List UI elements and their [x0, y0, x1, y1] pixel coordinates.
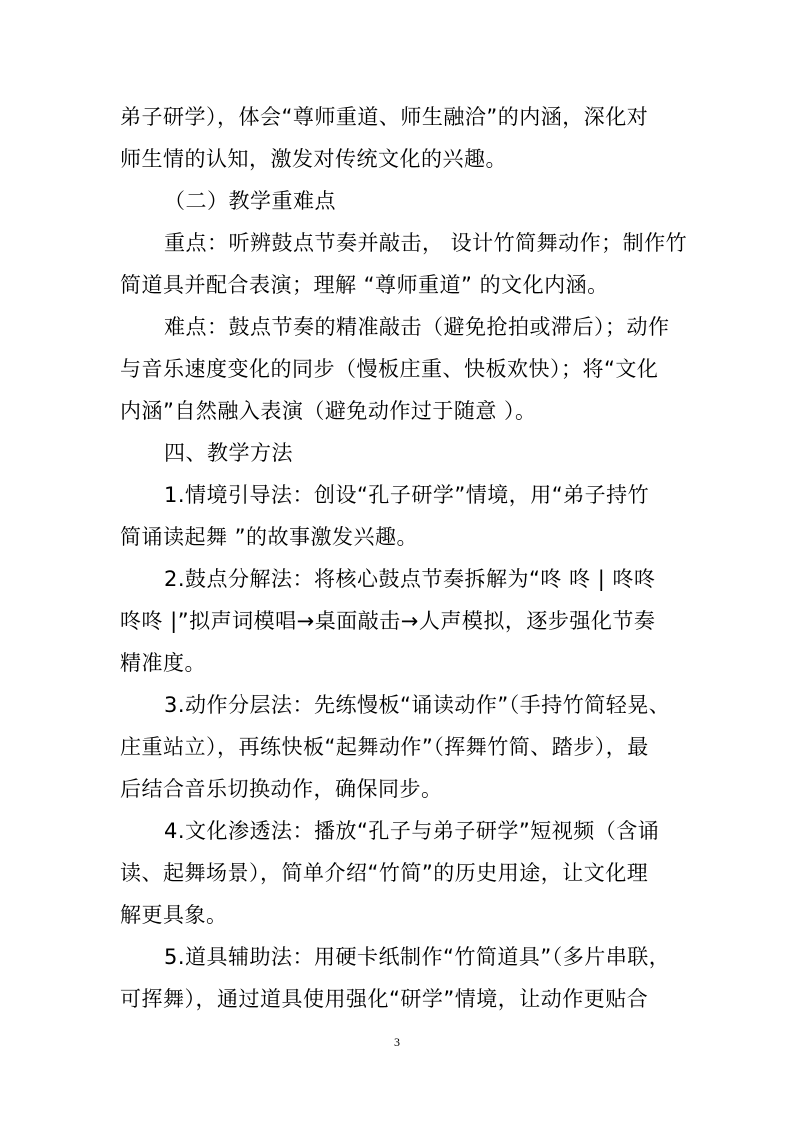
page-number: 3	[394, 1035, 400, 1049]
method-2-line-2: 咚咚 |”拟声词模唱→桌面敲击→人声模拟，逐步强化节奏	[120, 609, 656, 633]
method-5-line-2: 可挥舞），通过道具使用强化“研学”情境，让动作更贴合	[120, 987, 649, 1011]
method-1-line-2: 简诵读起舞 ”的故事激发兴趣。	[120, 525, 419, 549]
method-3-line-2: 庄重站立），再练快板“起舞动作”（挥舞竹简、踏步），最	[120, 735, 649, 759]
method-2-line-3: 精准度。	[120, 651, 206, 675]
section-heading-key-difficult-points: （二）教学重难点	[164, 189, 336, 213]
method-3-line-1: 3.动作分层法：先练慢板“诵读动作”（手持竹简轻晃、	[164, 693, 671, 717]
body-line-8: 内涵”自然融入表演（避免动作过于随意 ）。	[120, 399, 537, 423]
body-line-5: 简道具并配合表演；理解 “尊师重道” 的文化内涵。	[120, 273, 609, 297]
body-line-7: 与音乐速度变化的同步（慢板庄重、快板欢快）；将“文化	[120, 357, 659, 381]
method-4-line-3: 解更具象。	[120, 903, 228, 927]
method-2-line-1: 2.鼓点分解法：将核心鼓点节奏拆解为“咚 咚 | 咚咚	[164, 567, 656, 591]
body-line-key-points: 重点：听辨鼓点节奏并敲击， 设计竹简舞动作；制作竹	[164, 231, 688, 255]
method-4-line-1: 4.文化渗透法：播放“孔子与弟子研学”短视频（含诵	[164, 819, 660, 843]
method-3-line-3: 后结合音乐切换动作，确保同步。	[120, 777, 443, 801]
method-1-line-1: 1.情境引导法：创设“孔子研学”情境，用“弟子持竹	[164, 483, 650, 507]
method-5-line-1: 5.道具辅助法：用硬卡纸制作“竹简道具”（多片串联，	[164, 945, 671, 969]
section-heading-teaching-methods: 四、教学方法	[164, 441, 293, 465]
body-line-1: 弟子研学），体会“尊师重道、师生融洽”的内涵，深化对	[120, 105, 649, 129]
body-line-difficult-points: 难点：鼓点节奏的精准敲击（避免抢拍或滞后）；动作	[164, 315, 670, 339]
method-4-line-2: 读、起舞场景），简单介绍“竹简”的历史用途，让文化理	[120, 861, 649, 885]
body-line-2: 师生情的认知，激发对传统文化的兴趣。	[120, 147, 507, 171]
